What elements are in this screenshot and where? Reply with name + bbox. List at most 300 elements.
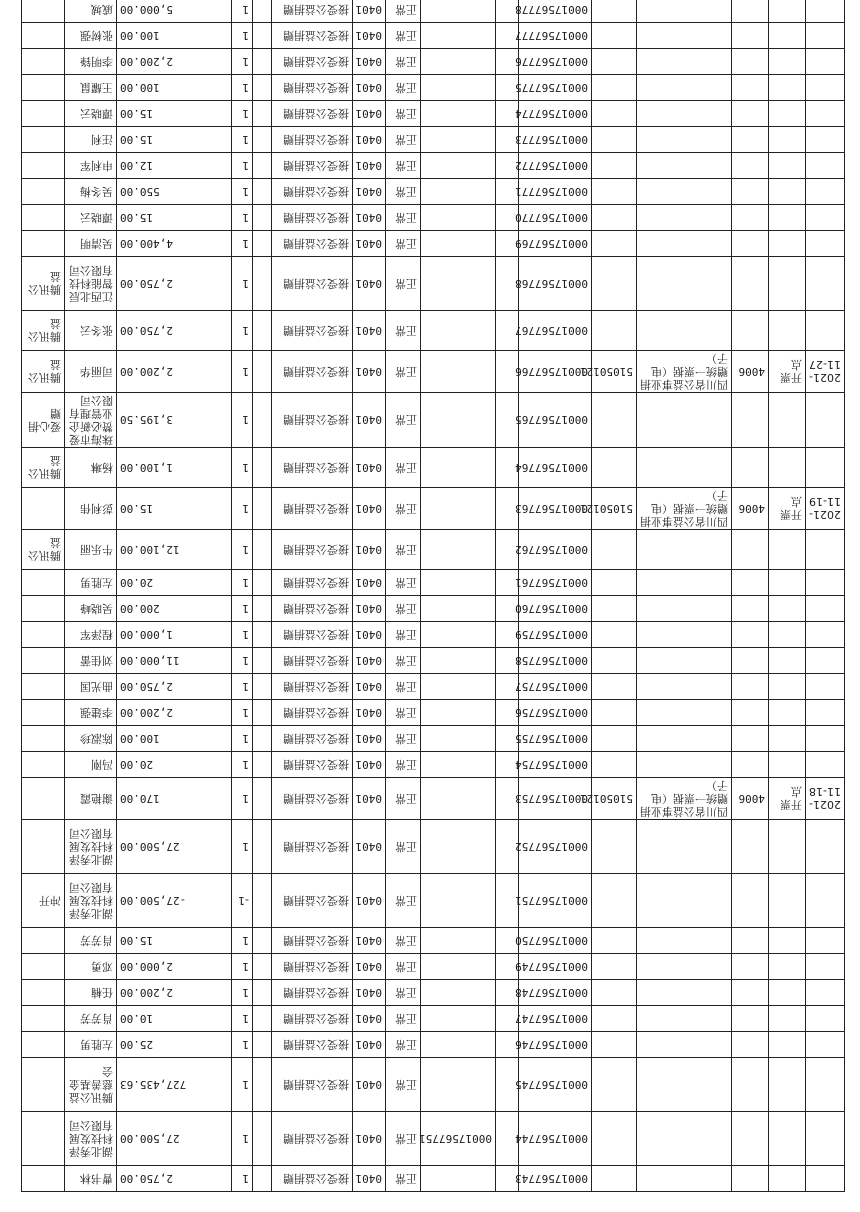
amount-cell: 2,750.00	[117, 1166, 232, 1192]
amount-cell: 2,200.00	[117, 49, 232, 75]
ticket-number-cell: 00017567767	[519, 311, 592, 351]
category-code-cell: 0401	[353, 1112, 386, 1166]
ticket-name-cell	[637, 874, 732, 928]
source-cell	[22, 49, 65, 75]
ticket-number-cell: 00017567772	[519, 153, 592, 179]
table-row	[22, 205, 845, 231]
issue-point-cell	[769, 752, 806, 778]
category-code-cell: 0401	[353, 820, 386, 874]
category-code-cell: 0401	[353, 23, 386, 49]
ticket-number-cell: 00017567770	[519, 205, 592, 231]
ticket-number-cell: 00017567757	[519, 674, 592, 700]
point-code-cell	[732, 311, 769, 351]
ticket-code-cell	[592, 874, 637, 928]
original-number-cell	[421, 928, 496, 954]
source-cell	[22, 778, 65, 820]
status-cell: 正常	[386, 0, 421, 23]
ticket-name-cell	[637, 980, 732, 1006]
blank-cell	[253, 874, 272, 928]
table-row	[22, 448, 845, 488]
blank-cell	[253, 75, 272, 101]
table-row	[22, 179, 845, 205]
source-cell: 腾讯公益	[22, 351, 65, 393]
item-cell: 接受公益捐赠	[272, 448, 353, 488]
ticket-code-cell	[592, 530, 637, 570]
quantity-cell: 1	[232, 101, 253, 127]
amount-cell: 27,500.00	[117, 1112, 232, 1166]
source-cell	[22, 648, 65, 674]
item-cell: 接受公益捐赠	[272, 179, 353, 205]
date-cell	[806, 393, 845, 448]
date-cell	[806, 1006, 845, 1032]
ticket-number-cell: 00017567747	[519, 1006, 592, 1032]
source-cell	[22, 153, 65, 179]
quantity-cell: 1	[232, 257, 253, 311]
status-cell: 正常	[386, 700, 421, 726]
issue-point-cell	[769, 648, 806, 674]
date-cell	[806, 954, 845, 980]
table-row	[22, 874, 845, 928]
status-cell: 正常	[386, 1032, 421, 1058]
issue-point-cell	[769, 980, 806, 1006]
category-code-cell: 0401	[353, 596, 386, 622]
ticket-name-cell	[637, 596, 732, 622]
table-row	[22, 820, 845, 874]
point-code-cell	[732, 23, 769, 49]
original-number-cell	[421, 1058, 496, 1112]
blank-cell	[253, 1006, 272, 1032]
date-cell	[806, 205, 845, 231]
date-cell	[806, 874, 845, 928]
ticket-code-cell: 51050121	[592, 778, 637, 820]
ticket-code-cell	[592, 311, 637, 351]
original-number-cell	[421, 530, 496, 570]
quantity-cell: 1	[232, 448, 253, 488]
status-cell: 正常	[386, 928, 421, 954]
date-cell	[806, 179, 845, 205]
ticket-code-cell	[592, 1166, 637, 1192]
table-row	[22, 700, 845, 726]
item-cell: 接受公益捐赠	[272, 101, 353, 127]
status-cell: 正常	[386, 448, 421, 488]
point-code-cell	[732, 980, 769, 1006]
point-code-cell	[732, 231, 769, 257]
issue-point-cell	[769, 820, 806, 874]
quantity-cell: 1	[232, 75, 253, 101]
source-cell	[22, 23, 65, 49]
ticket-code-cell	[592, 1058, 637, 1112]
donor-name-cell: 曹书林	[65, 1166, 117, 1192]
point-code-cell	[732, 954, 769, 980]
ticket-name-cell	[637, 752, 732, 778]
ticket-number-cell: 00017567771	[519, 179, 592, 205]
item-cell: 接受公益捐赠	[272, 530, 353, 570]
point-code-cell	[732, 1058, 769, 1112]
category-code-cell: 0401	[353, 351, 386, 393]
point-code-cell	[732, 257, 769, 311]
item-cell: 接受公益捐赠	[272, 700, 353, 726]
status-cell: 正常	[386, 393, 421, 448]
ticket-number-cell: 00017567743	[519, 1166, 592, 1192]
date-cell	[806, 648, 845, 674]
quantity-cell: 1	[232, 980, 253, 1006]
ticket-code-cell	[592, 257, 637, 311]
donor-name-cell: 吴冬梅	[65, 179, 117, 205]
blank-cell	[253, 570, 272, 596]
ticket-name-cell	[637, 1058, 732, 1112]
original-number-cell	[421, 674, 496, 700]
point-code-cell	[732, 648, 769, 674]
amount-cell: 27,500.00	[117, 820, 232, 874]
ticket-code-cell	[592, 674, 637, 700]
item-cell: 接受公益捐赠	[272, 1032, 353, 1058]
original-number-cell	[421, 231, 496, 257]
issue-point-cell	[769, 311, 806, 351]
original-number-cell	[421, 622, 496, 648]
donor-name-cell: 任楠	[65, 980, 117, 1006]
original-number-cell	[421, 1032, 496, 1058]
source-cell: 腾讯公益	[22, 311, 65, 351]
date-cell	[806, 153, 845, 179]
ticket-number-cell: 00017567746	[519, 1032, 592, 1058]
ticket-name-cell	[637, 205, 732, 231]
ticket-name-cell	[637, 700, 732, 726]
date-cell	[806, 752, 845, 778]
original-number-cell	[421, 49, 496, 75]
issue-point-cell	[769, 596, 806, 622]
table-row	[22, 1058, 845, 1112]
amount-cell: 15.00	[117, 127, 232, 153]
original-number-cell	[421, 752, 496, 778]
category-code-cell: 0401	[353, 393, 386, 448]
table-row	[22, 49, 845, 75]
donor-name-cell: 湖北秀泽科技发展有限公司	[65, 1112, 117, 1166]
quantity-cell: 1	[232, 179, 253, 205]
source-cell	[22, 622, 65, 648]
date-cell	[806, 23, 845, 49]
amount-cell: 3,195.50	[117, 393, 232, 448]
ticket-name-cell	[637, 1006, 732, 1032]
ticket-name-cell	[637, 393, 732, 448]
ticket-code-cell	[592, 596, 637, 622]
category-code-cell: 0401	[353, 257, 386, 311]
quantity-cell: 1	[232, 393, 253, 448]
blank-cell	[253, 101, 272, 127]
ticket-number-cell: 00017567763	[519, 488, 592, 530]
amount-cell: -27,500.00	[117, 874, 232, 928]
quantity-cell: 1	[232, 778, 253, 820]
status-cell: 正常	[386, 570, 421, 596]
ticket-number-cell: 00017567755	[519, 726, 592, 752]
blank-cell	[253, 1112, 272, 1166]
status-cell: 正常	[386, 127, 421, 153]
category-code-cell: 0401	[353, 874, 386, 928]
ticket-number-cell: 00017567749	[519, 954, 592, 980]
item-cell: 接受公益捐赠	[272, 49, 353, 75]
issue-point-cell: 开票点	[769, 778, 806, 820]
status-cell: 正常	[386, 674, 421, 700]
ticket-number-cell: 00017567756	[519, 700, 592, 726]
issue-point-cell	[769, 1112, 806, 1166]
amount-cell: 20.00	[117, 570, 232, 596]
item-cell: 接受公益捐赠	[272, 231, 353, 257]
quantity-cell: 1	[232, 0, 253, 23]
category-code-cell: 0401	[353, 1166, 386, 1192]
issue-point-cell	[769, 954, 806, 980]
table-row	[22, 488, 845, 530]
blank-cell	[253, 311, 272, 351]
ticket-number-cell: 00017567768	[519, 257, 592, 311]
table-row	[22, 23, 845, 49]
blank-cell	[253, 257, 272, 311]
ticket-code-cell	[592, 648, 637, 674]
blank-cell	[253, 488, 272, 530]
ticket-name-cell	[637, 530, 732, 570]
table-row	[22, 127, 845, 153]
ticket-code-cell: 51050121	[592, 351, 637, 393]
blank-cell	[253, 0, 272, 23]
point-code-cell	[732, 674, 769, 700]
ticket-code-cell	[592, 570, 637, 596]
original-number-cell	[421, 257, 496, 311]
donor-name-cell: 邓勇	[65, 954, 117, 980]
quantity-cell: 1	[232, 596, 253, 622]
date-cell: 2021-11-19	[806, 488, 845, 530]
ticket-name-cell	[637, 257, 732, 311]
date-cell: 2021-11-18	[806, 778, 845, 820]
blank-cell	[253, 648, 272, 674]
date-cell	[806, 530, 845, 570]
issue-point-cell	[769, 530, 806, 570]
ticket-code-cell	[592, 393, 637, 448]
category-code-cell: 0401	[353, 311, 386, 351]
item-cell: 接受公益捐赠	[272, 75, 353, 101]
source-cell	[22, 1112, 65, 1166]
status-cell: 正常	[386, 778, 421, 820]
ticket-code-cell	[592, 101, 637, 127]
ticket-number-cell: 00017567753	[519, 778, 592, 820]
quantity-cell: 1	[232, 23, 253, 49]
point-code-cell	[732, 700, 769, 726]
issue-point-cell	[769, 674, 806, 700]
source-cell: 腾讯公益	[22, 448, 65, 488]
point-code-cell	[732, 874, 769, 928]
source-cell	[22, 596, 65, 622]
ticket-name-cell	[637, 49, 732, 75]
original-number-cell	[421, 101, 496, 127]
donation-receipt-table	[21, 0, 845, 1192]
item-cell: 接受公益捐赠	[272, 1058, 353, 1112]
ticket-number-cell: 00017567777	[519, 23, 592, 49]
amount-cell: 100.00	[117, 75, 232, 101]
original-number-cell	[421, 1006, 496, 1032]
donor-name-cell: 张树强	[65, 23, 117, 49]
ticket-number-cell: 00017567752	[519, 820, 592, 874]
category-code-cell: 0401	[353, 570, 386, 596]
status-cell: 正常	[386, 23, 421, 49]
donor-name-cell: 左胜男	[65, 1032, 117, 1058]
point-code-cell	[732, 820, 769, 874]
category-code-cell: 0401	[353, 1058, 386, 1112]
source-cell	[22, 75, 65, 101]
category-code-cell: 0401	[353, 778, 386, 820]
original-number-cell	[421, 179, 496, 205]
category-code-cell: 0401	[353, 49, 386, 75]
date-cell	[806, 448, 845, 488]
source-cell	[22, 726, 65, 752]
quantity-cell: 1	[232, 726, 253, 752]
ticket-name-cell	[637, 648, 732, 674]
table-row	[22, 257, 845, 311]
status-cell: 正常	[386, 726, 421, 752]
original-number-cell	[421, 0, 496, 23]
source-cell	[22, 1058, 65, 1112]
amount-cell: 20.00	[117, 752, 232, 778]
point-code-cell	[732, 0, 769, 23]
item-cell: 接受公益捐赠	[272, 622, 353, 648]
issue-point-cell	[769, 179, 806, 205]
ticket-code-cell	[592, 726, 637, 752]
item-cell: 接受公益捐赠	[272, 351, 353, 393]
ticket-number-cell: 00017567759	[519, 622, 592, 648]
issue-point-cell	[769, 928, 806, 954]
blank-cell	[253, 928, 272, 954]
ticket-number-cell: 00017567766	[519, 351, 592, 393]
ticket-code-cell	[592, 700, 637, 726]
date-cell	[806, 1166, 845, 1192]
table-row	[22, 101, 845, 127]
blank-cell	[253, 1032, 272, 1058]
point-code-cell: 4006	[732, 488, 769, 530]
point-code-cell	[732, 75, 769, 101]
date-cell	[806, 231, 845, 257]
item-cell: 接受公益捐赠	[272, 778, 353, 820]
blank-cell	[253, 700, 272, 726]
ticket-code-cell	[592, 49, 637, 75]
date-cell	[806, 75, 845, 101]
donor-name-cell: 冯刚	[65, 752, 117, 778]
date-cell	[806, 311, 845, 351]
original-number-cell	[421, 820, 496, 874]
status-cell: 正常	[386, 205, 421, 231]
item-cell: 接受公益捐赠	[272, 928, 353, 954]
quantity-cell: 1	[232, 1166, 253, 1192]
item-cell: 接受公益捐赠	[272, 674, 353, 700]
category-code-cell: 0401	[353, 0, 386, 23]
point-code-cell	[732, 928, 769, 954]
table-row	[22, 778, 845, 820]
original-number-cell	[421, 726, 496, 752]
blank-cell	[253, 752, 272, 778]
ticket-name-cell	[637, 570, 732, 596]
amount-cell: 100.00	[117, 23, 232, 49]
item-cell: 接受公益捐赠	[272, 820, 353, 874]
point-code-cell	[732, 49, 769, 75]
original-number-cell	[421, 127, 496, 153]
donor-name-cell: 牛乐丽	[65, 530, 117, 570]
date-cell	[806, 1112, 845, 1166]
ticket-code-cell	[592, 954, 637, 980]
point-code-cell	[732, 530, 769, 570]
table-row	[22, 570, 845, 596]
quantity-cell: 1	[232, 648, 253, 674]
point-code-cell	[732, 622, 769, 648]
ticket-name-cell	[637, 231, 732, 257]
amount-cell: 200.00	[117, 596, 232, 622]
quantity-cell: 1	[232, 351, 253, 393]
issue-point-cell	[769, 153, 806, 179]
ticket-code-cell	[592, 622, 637, 648]
ticket-name-cell	[637, 101, 732, 127]
ticket-name-cell	[637, 622, 732, 648]
category-code-cell: 0401	[353, 448, 386, 488]
item-cell: 接受公益捐赠	[272, 648, 353, 674]
status-cell: 正常	[386, 231, 421, 257]
quantity-cell: 1	[232, 674, 253, 700]
category-code-cell: 0401	[353, 980, 386, 1006]
date-cell	[806, 674, 845, 700]
point-code-cell: 4006	[732, 778, 769, 820]
blank-cell	[253, 1058, 272, 1112]
amount-cell: 12.00	[117, 153, 232, 179]
source-cell	[22, 1032, 65, 1058]
donor-name-cell: 刘佳蕾	[65, 648, 117, 674]
donor-name-cell: 吴清明	[65, 231, 117, 257]
status-cell: 正常	[386, 311, 421, 351]
original-number-cell	[421, 980, 496, 1006]
date-cell: 2021-11-27	[806, 351, 845, 393]
status-cell: 正常	[386, 1112, 421, 1166]
item-cell: 接受公益捐赠	[272, 1006, 353, 1032]
amount-cell: 15.00	[117, 928, 232, 954]
point-code-cell	[732, 1032, 769, 1058]
amount-cell: 727,435.63	[117, 1058, 232, 1112]
status-cell: 正常	[386, 648, 421, 674]
issue-point-cell	[769, 101, 806, 127]
item-cell: 接受公益捐赠	[272, 726, 353, 752]
donor-name-cell: 江西北辰智能科技有限公司	[65, 257, 117, 311]
table-row	[22, 1006, 845, 1032]
date-cell	[806, 0, 845, 23]
source-cell	[22, 1006, 65, 1032]
status-cell: 正常	[386, 488, 421, 530]
issue-point-cell	[769, 231, 806, 257]
source-cell	[22, 205, 65, 231]
ticket-number-cell: 00017567778	[519, 0, 592, 23]
table-row	[22, 1032, 845, 1058]
date-cell	[806, 1032, 845, 1058]
issue-point-cell	[769, 205, 806, 231]
table-row	[22, 311, 845, 351]
point-code-cell	[732, 448, 769, 488]
date-cell	[806, 257, 845, 311]
original-number-cell	[421, 351, 496, 393]
original-number-cell	[421, 700, 496, 726]
ticket-code-cell	[592, 179, 637, 205]
amount-cell: 2,750.00	[117, 257, 232, 311]
ticket-code-cell	[592, 448, 637, 488]
status-cell: 正常	[386, 1166, 421, 1192]
ticket-name-cell	[637, 820, 732, 874]
point-code-cell	[732, 101, 769, 127]
ticket-name-cell	[637, 127, 732, 153]
ticket-code-cell	[592, 231, 637, 257]
status-cell: 正常	[386, 1006, 421, 1032]
amount-cell: 15.00	[117, 205, 232, 231]
source-cell	[22, 570, 65, 596]
point-code-cell	[732, 1112, 769, 1166]
ticket-code-cell	[592, 127, 637, 153]
